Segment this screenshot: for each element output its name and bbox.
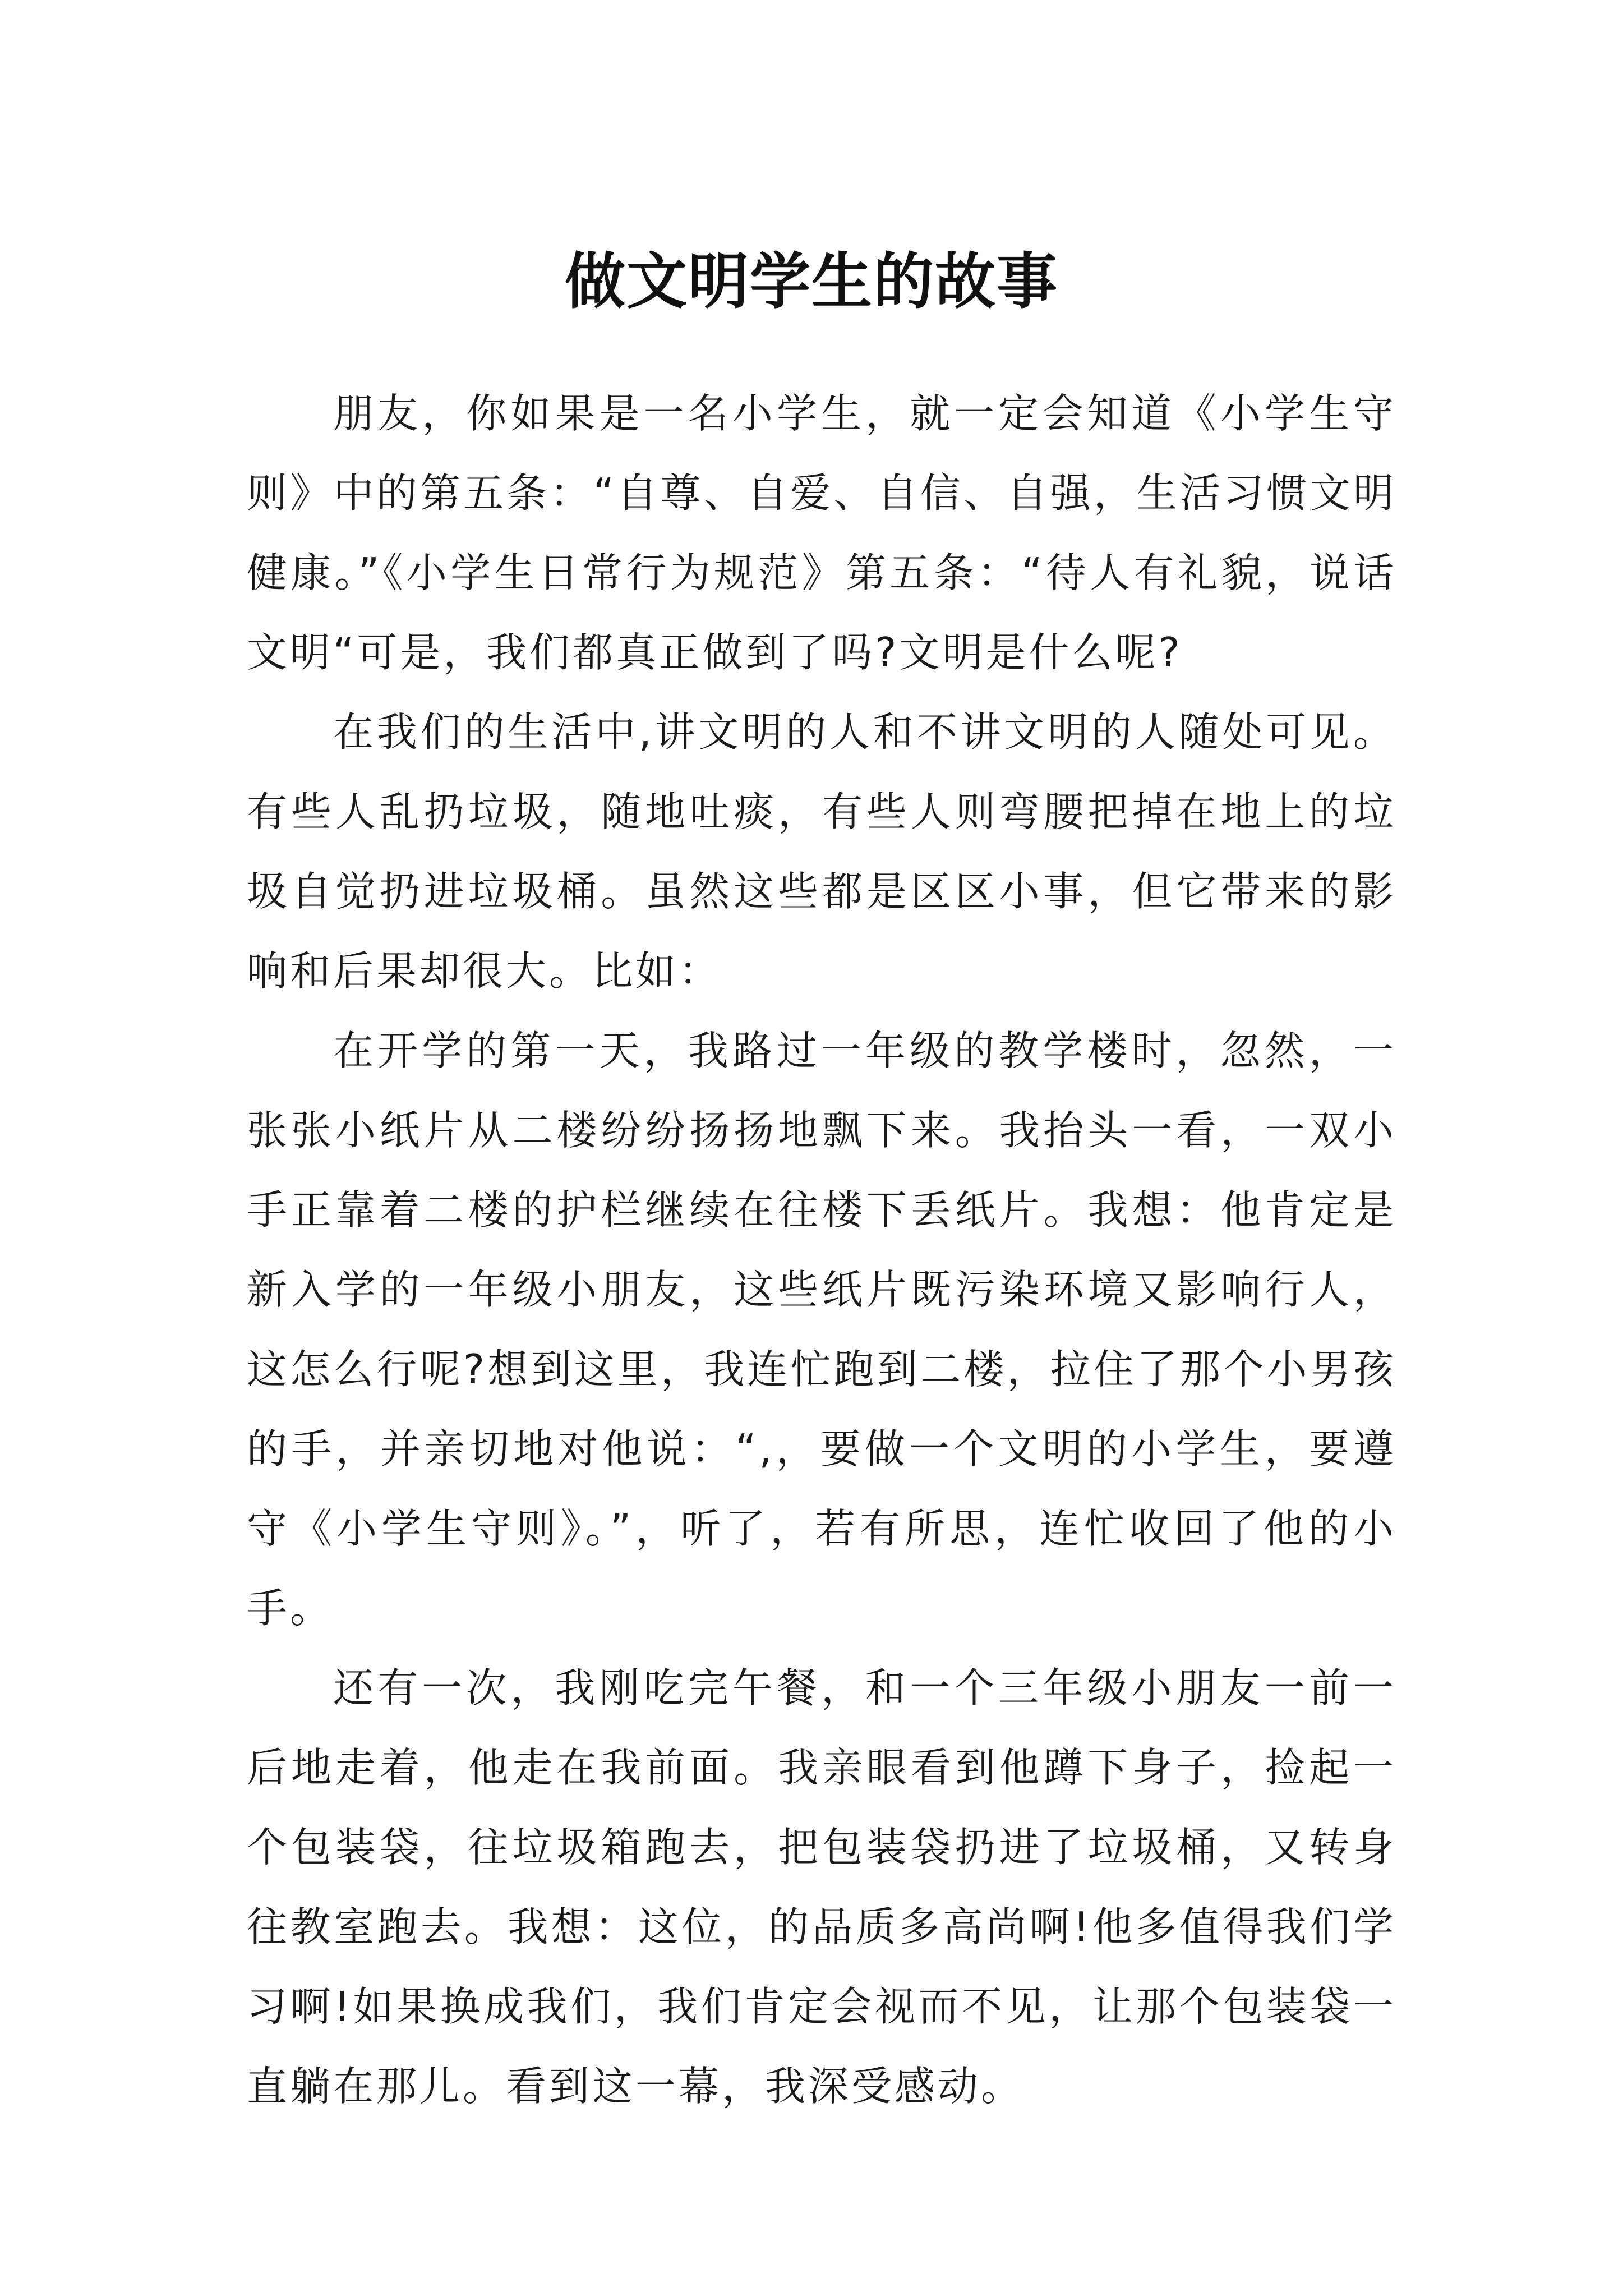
paragraph-3: 在开学的第一天，我路过一年级的教学楼时，忽然，一张张小纸片从二楼纷纷扬扬地飘下来。我抬头一看，一双小手正靠着二楼的护栏继续在往楼下丢纸片。我想：他肯定是新入学的一年级小朋友，这些纸片既污染环境又影响行人，这怎么行呢?想到这里，我连忙跑到二楼，拉住了那个小男孩的手，并亲切地对他说：“,，要做一个文明的小学生，要遵守《小学生守则》。”，听了，若有所思，连忙收回了他的小手。	[247, 1027, 1396, 1632]
paragraph-2: 在我们的生活中,讲文明的人和不讲文明的人随处可见。有些人乱扔垃圾，随地吐痰，有些人则弯腰把掉在地上的垃圾自觉扔进垃圾桶。虽然这些都是区区小事，但它带来的影响和后果却很大。比如：	[247, 708, 1396, 995]
document-title: 做文明学生的故事	[564, 246, 1058, 318]
paragraph-1: 朋友，你如果是一名小学生，就一定会知道《小学生守则》中的第五条：“自尊、自爱、自信、自强，生活习惯文明健康。”《小学生日常行为规范》第五条：“待人有礼貌，说话文明“可是，我们都真正做到了吗?文明是什么呢?	[247, 390, 1396, 676]
paragraph-4: 还有一次，我刚吃完午餐，和一个三年级小朋友一前一后地走着，他走在我前面。我亲眼看到他蹲下身子，捡起一个包装袋，往垃圾箱跑去，把包装袋扔进了垃圾桶，又转身往教室跑去。我想：这位，的品质多高尚啊!他多值得我们学习啊!如果换成我们，我们肯定会视而不见，让那个包装袋一直躺在那儿。看到这一幕，我深受感动。	[247, 1664, 1396, 2110]
document-body	[247, 374, 1396, 2126]
